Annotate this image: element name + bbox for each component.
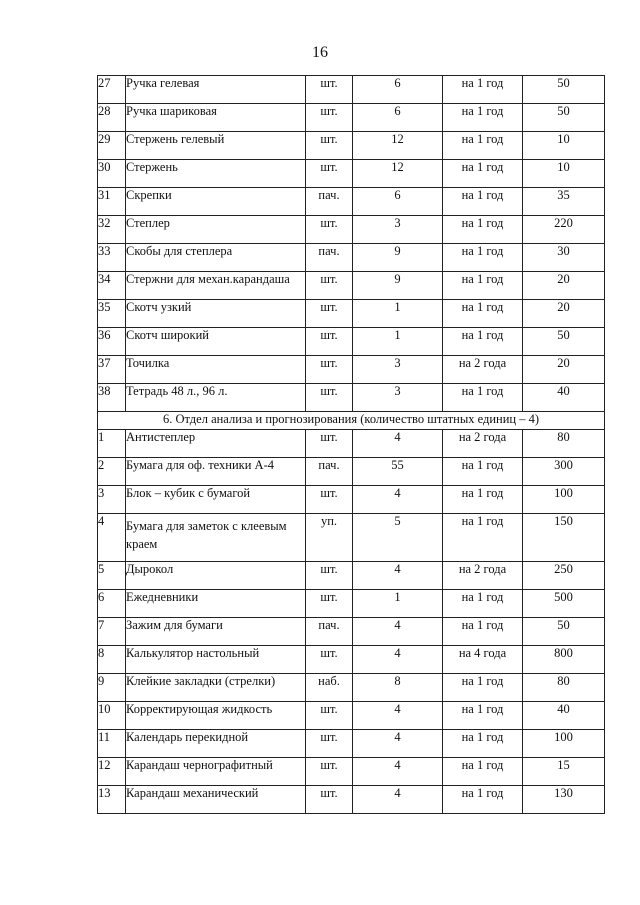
item-name [126, 514, 306, 562]
row-number: 5 [98, 562, 126, 590]
table-body [98, 76, 605, 814]
row-number: 28 [98, 104, 126, 132]
row-number: 6 [98, 590, 126, 618]
item-name: Стержень гелевый [126, 132, 306, 160]
row-number: 10 [98, 702, 126, 730]
item-unit: шт. [306, 562, 353, 590]
item-price: 20 [523, 356, 605, 384]
item-price: 50 [523, 104, 605, 132]
item-period: на 1 год [443, 730, 523, 758]
item-unit: уп. [306, 514, 353, 562]
item-price: 80 [523, 430, 605, 458]
item-period: на 1 год [443, 384, 523, 412]
item-price: 100 [523, 486, 605, 514]
table-row [98, 300, 605, 328]
item-price: 130 [523, 786, 605, 814]
item-unit: шт. [306, 328, 353, 356]
supplies-table [97, 75, 605, 814]
item-unit: шт. [306, 356, 353, 384]
item-quantity: 1 [353, 328, 443, 356]
item-name: Точилка [126, 356, 306, 384]
item-period: на 1 год [443, 514, 523, 562]
table-row [98, 646, 605, 674]
item-price: 300 [523, 458, 605, 486]
item-quantity: 6 [353, 188, 443, 216]
item-name: Тетрадь 48 л., 96 л. [126, 384, 306, 412]
item-name: Ручка гелевая [126, 76, 306, 104]
item-name: Ручка шариковая [126, 104, 306, 132]
item-quantity: 5 [353, 514, 443, 562]
item-period: на 2 года [443, 562, 523, 590]
item-quantity: 4 [353, 562, 443, 590]
item-unit: шт. [306, 300, 353, 328]
item-quantity: 4 [353, 758, 443, 786]
row-number: 3 [98, 486, 126, 514]
item-unit: шт. [306, 758, 353, 786]
row-number: 8 [98, 646, 126, 674]
item-name: Степлер [126, 216, 306, 244]
item-period: на 1 год [443, 104, 523, 132]
table-row [98, 458, 605, 486]
item-name-line: краем [126, 537, 158, 551]
item-period: на 1 год [443, 486, 523, 514]
item-unit: шт. [306, 272, 353, 300]
item-period: на 1 год [443, 300, 523, 328]
table-row [98, 758, 605, 786]
item-quantity: 4 [353, 486, 443, 514]
item-quantity: 9 [353, 272, 443, 300]
item-name: Клейкие закладки (стрелки) [126, 674, 306, 702]
item-unit: пач. [306, 244, 353, 272]
item-quantity: 4 [353, 786, 443, 814]
item-name: Антистеплер [126, 430, 306, 458]
table-row [98, 216, 605, 244]
item-period: на 1 год [443, 618, 523, 646]
item-period: на 1 год [443, 132, 523, 160]
row-number: 2 [98, 458, 126, 486]
table-row [98, 384, 605, 412]
item-unit: шт. [306, 216, 353, 244]
item-unit: шт. [306, 76, 353, 104]
item-quantity: 55 [353, 458, 443, 486]
table-row [98, 76, 605, 104]
item-price: 100 [523, 730, 605, 758]
item-name: Скобы для степлера [126, 244, 306, 272]
item-name: Скотч узкий [126, 300, 306, 328]
row-number: 29 [98, 132, 126, 160]
row-number: 30 [98, 160, 126, 188]
row-number: 9 [98, 674, 126, 702]
row-number: 35 [98, 300, 126, 328]
item-unit: шт. [306, 104, 353, 132]
item-price: 40 [523, 702, 605, 730]
item-unit: шт. [306, 132, 353, 160]
row-number: 13 [98, 786, 126, 814]
item-period: на 1 год [443, 702, 523, 730]
item-period: на 1 год [443, 786, 523, 814]
table-row [98, 160, 605, 188]
item-quantity: 8 [353, 674, 443, 702]
item-quantity: 4 [353, 646, 443, 674]
section-header-row [98, 412, 605, 430]
item-quantity: 3 [353, 216, 443, 244]
item-price: 10 [523, 132, 605, 160]
item-quantity: 1 [353, 590, 443, 618]
table-row [98, 618, 605, 646]
item-unit: наб. [306, 674, 353, 702]
item-name: Ежедневники [126, 590, 306, 618]
row-number: 12 [98, 758, 126, 786]
row-number: 11 [98, 730, 126, 758]
item-period: на 1 год [443, 674, 523, 702]
item-name: Карандаш механический [126, 786, 306, 814]
item-unit: пач. [306, 458, 353, 486]
item-name: Скрепки [126, 188, 306, 216]
item-price: 150 [523, 514, 605, 562]
item-period: на 1 год [443, 272, 523, 300]
row-number: 1 [98, 430, 126, 458]
table-row [98, 514, 605, 562]
item-price: 800 [523, 646, 605, 674]
item-name: Скотч широкий [126, 328, 306, 356]
row-number: 4 [98, 514, 126, 562]
item-unit: шт. [306, 786, 353, 814]
item-period: на 1 год [443, 758, 523, 786]
row-number: 7 [98, 618, 126, 646]
item-name: Карандаш чернографитный [126, 758, 306, 786]
item-quantity: 1 [353, 300, 443, 328]
page-number: 16 [312, 44, 328, 61]
item-price: 10 [523, 160, 605, 188]
table-row [98, 430, 605, 458]
row-number: 33 [98, 244, 126, 272]
item-price: 20 [523, 300, 605, 328]
row-number: 32 [98, 216, 126, 244]
item-name: Корректирующая жидкость [126, 702, 306, 730]
row-number: 27 [98, 76, 126, 104]
item-price: 15 [523, 758, 605, 786]
item-unit: шт. [306, 430, 353, 458]
row-number: 36 [98, 328, 126, 356]
row-number: 34 [98, 272, 126, 300]
item-name: Зажим для бумаги [126, 618, 306, 646]
item-price: 20 [523, 272, 605, 300]
table-row [98, 272, 605, 300]
item-quantity: 6 [353, 104, 443, 132]
table-row [98, 244, 605, 272]
row-number: 38 [98, 384, 126, 412]
item-quantity: 4 [353, 430, 443, 458]
item-unit: шт. [306, 730, 353, 758]
item-period: на 1 год [443, 590, 523, 618]
item-period: на 1 год [443, 244, 523, 272]
item-unit: пач. [306, 618, 353, 646]
table-row [98, 486, 605, 514]
item-quantity: 6 [353, 76, 443, 104]
item-period: на 1 год [443, 216, 523, 244]
item-name: Календарь перекидной [126, 730, 306, 758]
table-row [98, 702, 605, 730]
row-number: 31 [98, 188, 126, 216]
row-number: 37 [98, 356, 126, 384]
item-unit: шт. [306, 646, 353, 674]
item-quantity: 4 [353, 618, 443, 646]
table-row [98, 730, 605, 758]
item-price: 50 [523, 618, 605, 646]
item-quantity: 3 [353, 384, 443, 412]
item-quantity: 4 [353, 730, 443, 758]
table-row [98, 590, 605, 618]
table-row [98, 562, 605, 590]
item-quantity: 12 [353, 160, 443, 188]
item-period: на 1 год [443, 458, 523, 486]
table-row [98, 356, 605, 384]
item-name: Стержень [126, 160, 306, 188]
item-period: на 2 года [443, 430, 523, 458]
item-unit: шт. [306, 590, 353, 618]
item-name: Бумага для оф. техники А-4 [126, 458, 306, 486]
table-row [98, 132, 605, 160]
item-price: 35 [523, 188, 605, 216]
item-name: Калькулятор настольный [126, 646, 306, 674]
item-unit: шт. [306, 486, 353, 514]
item-period: на 4 года [443, 646, 523, 674]
item-period: на 2 года [443, 356, 523, 384]
table-row [98, 188, 605, 216]
item-name: Стержни для механ.карандашa [126, 272, 306, 300]
item-quantity: 4 [353, 702, 443, 730]
table-row [98, 104, 605, 132]
item-quantity: 3 [353, 356, 443, 384]
item-unit: шт. [306, 160, 353, 188]
item-quantity: 9 [353, 244, 443, 272]
table-row [98, 674, 605, 702]
table-row [98, 328, 605, 356]
item-price: 250 [523, 562, 605, 590]
item-price: 30 [523, 244, 605, 272]
item-name-line: Бумага для заметок с клеевым [126, 519, 287, 533]
item-period: на 1 год [443, 188, 523, 216]
item-period: на 1 год [443, 76, 523, 104]
item-price: 50 [523, 76, 605, 104]
item-unit: пач. [306, 188, 353, 216]
item-unit: шт. [306, 384, 353, 412]
section-title: 6. Отдел анализа и прогнозирования (количество штатных единиц – 4) [98, 412, 605, 430]
item-name: Дырокол [126, 562, 306, 590]
item-price: 50 [523, 328, 605, 356]
table-row [98, 786, 605, 814]
item-price: 80 [523, 674, 605, 702]
item-period: на 1 год [443, 160, 523, 188]
item-price: 40 [523, 384, 605, 412]
item-unit: шт. [306, 702, 353, 730]
item-quantity: 12 [353, 132, 443, 160]
item-name: Блок – кубик с бумагой [126, 486, 306, 514]
item-period: на 1 год [443, 328, 523, 356]
item-price: 220 [523, 216, 605, 244]
item-price: 500 [523, 590, 605, 618]
